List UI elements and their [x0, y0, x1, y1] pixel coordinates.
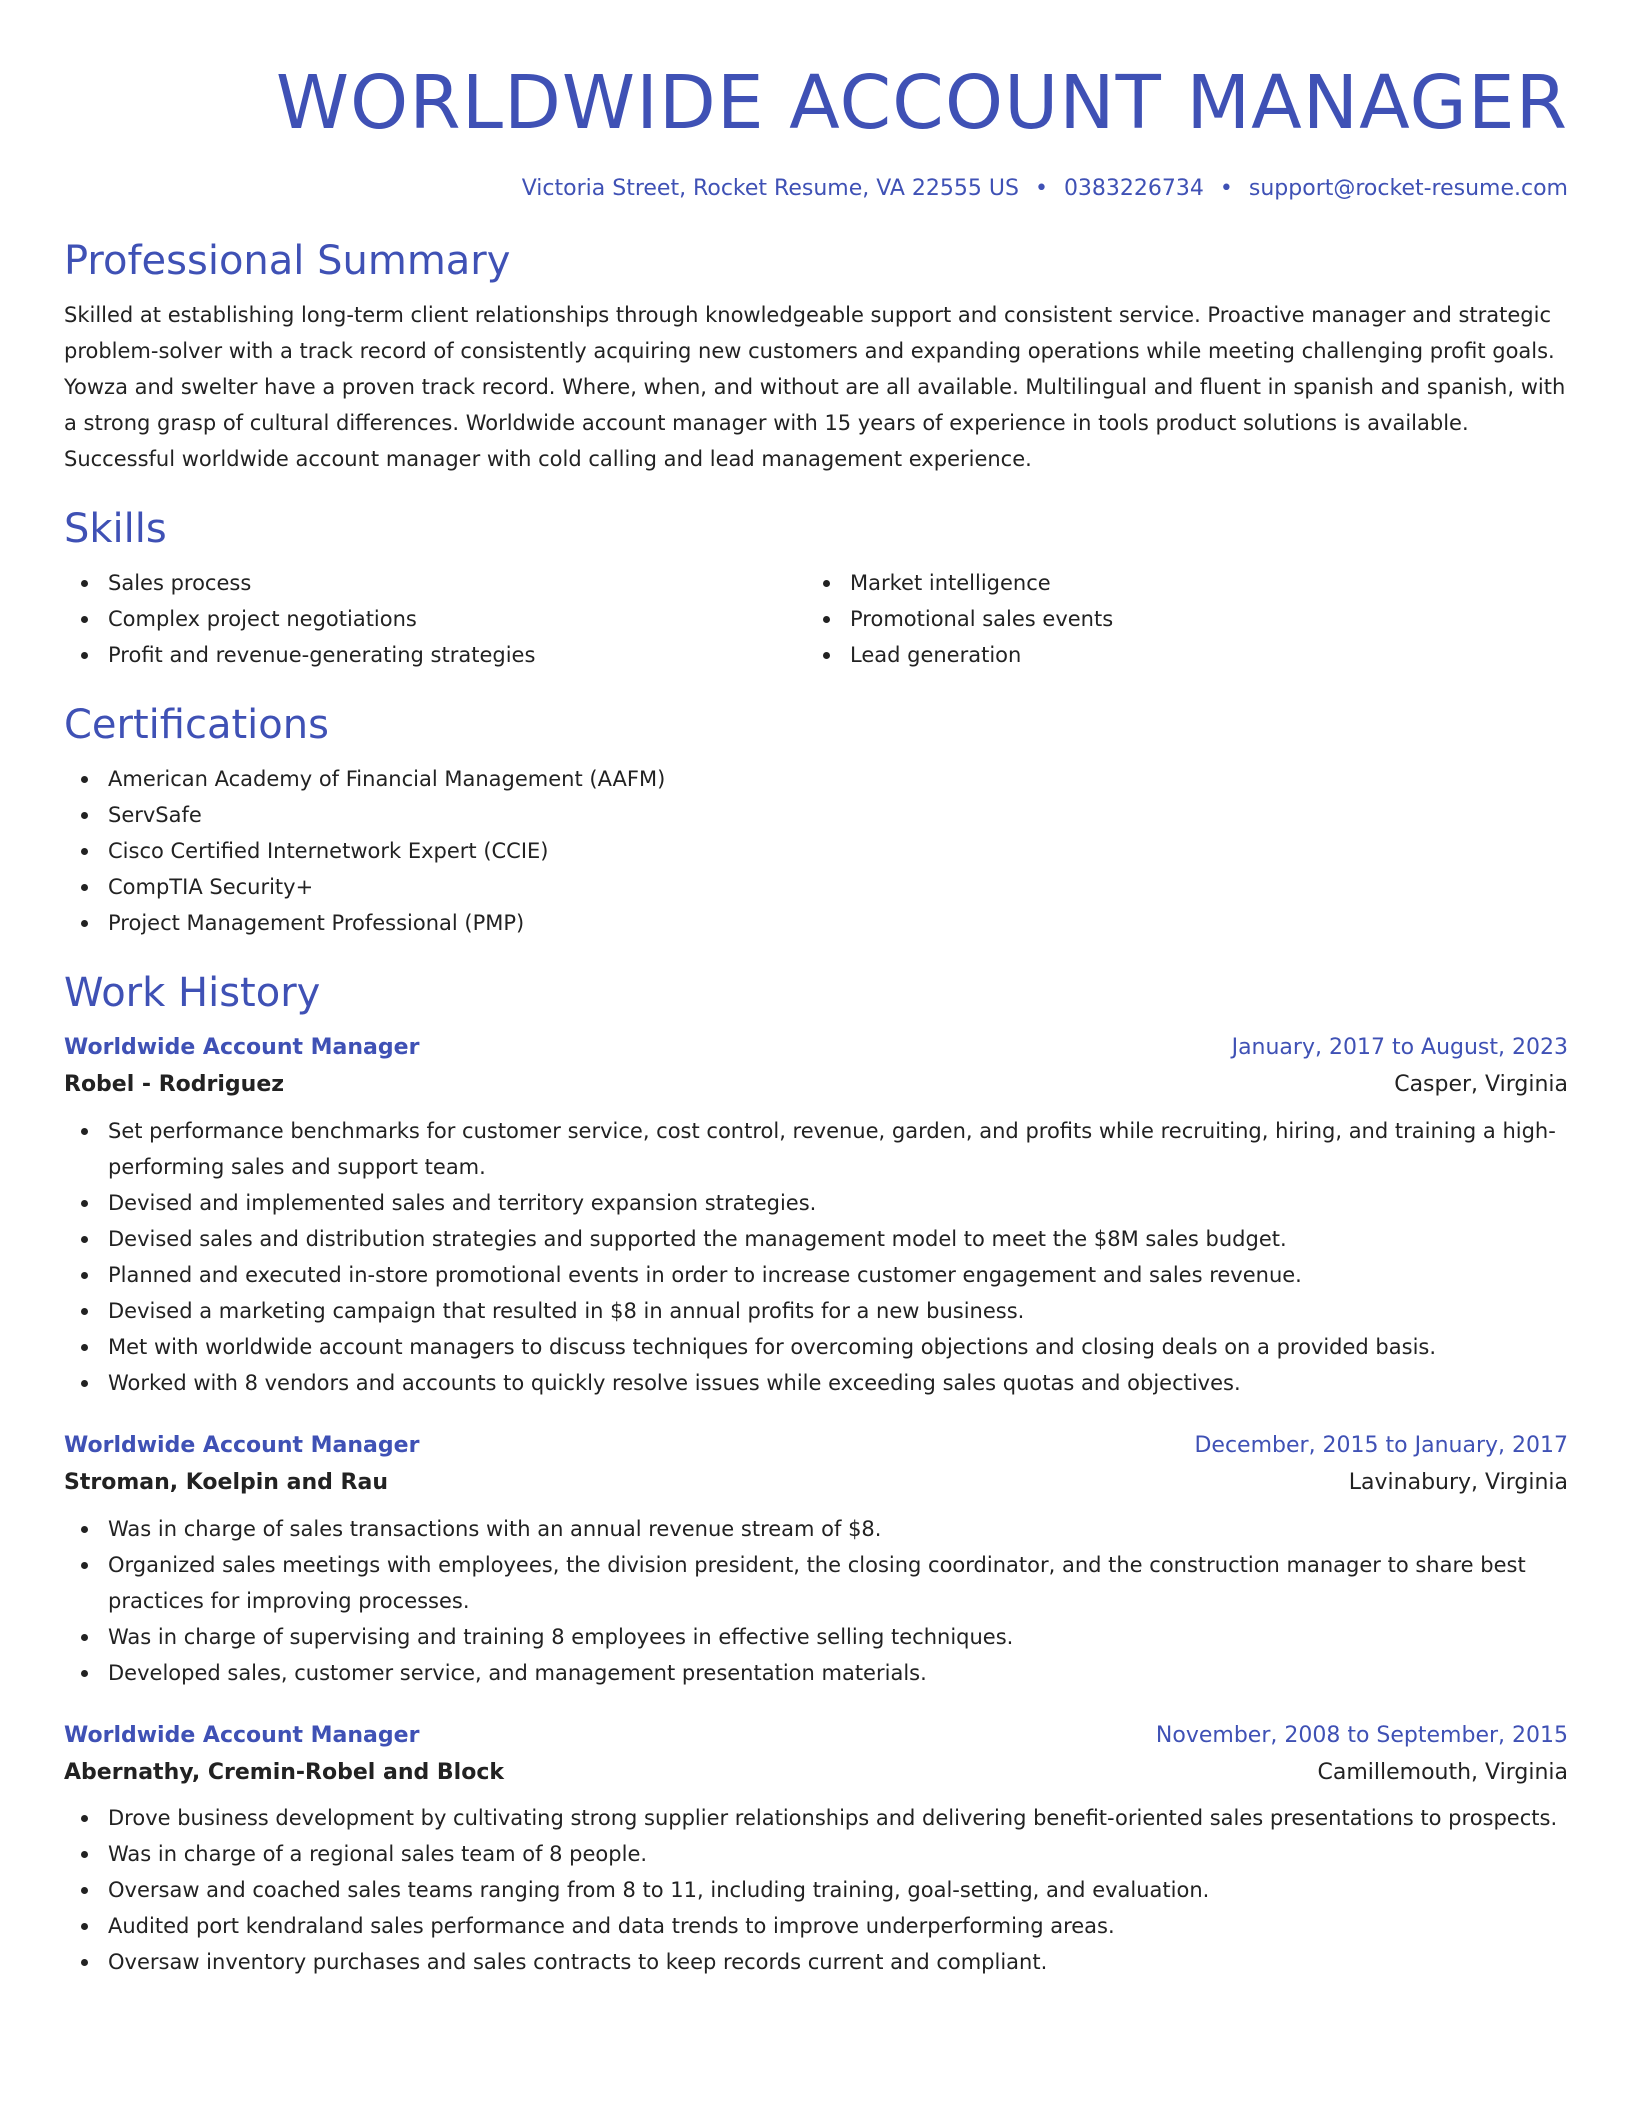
job-header — [64, 1723, 1568, 1749]
job-company: Robel - Rodriguez — [64, 1072, 285, 1098]
job-company: Abernathy, Cremin-Robel and Block — [64, 1759, 504, 1785]
job-bullet: Was in charge of supervising and training 8 employees in effective selling techniques. — [64, 1619, 1568, 1655]
certification-item: CompTIA Security+ — [64, 869, 1568, 905]
job-bullets — [64, 1800, 1568, 1980]
job-dates: December, 2015 to January, 2017 — [1194, 1432, 1568, 1458]
skill-item: Complex project negotiations — [64, 601, 806, 637]
certification-item: Cisco Certified Internetwork Expert (CCIE) — [64, 833, 1568, 869]
job-bullet: Was in charge of a regional sales team of 8 people. — [64, 1836, 1568, 1872]
skill-item: Profit and revenue-generating strategies — [64, 637, 806, 673]
job-location: Lavinabury, Virginia — [1348, 1470, 1568, 1496]
skills-list-left — [64, 565, 806, 673]
skills-list-right — [806, 565, 1548, 673]
job-bullet: Set performance benchmarks for customer service, cost control, revenue, garden, and profits while recruiting, hiring, and training a high-performing sales and support team. — [64, 1113, 1568, 1185]
skills-grid — [64, 565, 1568, 673]
job-entry — [64, 1723, 1568, 1981]
skill-item: Sales process — [64, 565, 806, 601]
job-location: Camillemouth, Virginia — [1317, 1759, 1568, 1785]
certification-item: American Academy of Financial Management (AAFM) — [64, 761, 1568, 797]
summary-heading: Professional Summary — [64, 238, 511, 284]
job-bullet: Was in charge of sales transactions with an annual revenue stream of $8. — [64, 1511, 1568, 1547]
skills-heading: Skills — [64, 506, 167, 552]
contact-separator: • — [1219, 176, 1233, 201]
job-bullets — [64, 1511, 1568, 1691]
skill-item: Promotional sales events — [806, 601, 1548, 637]
job-bullet: Met with worldwide account managers to discuss techniques for overcoming objections and closing deals on a provided basis. — [64, 1329, 1568, 1365]
job-bullet: Devised sales and distribution strategies and supported the management model to meet the $8M sales budget. — [64, 1221, 1568, 1257]
job-bullet: Developed sales, customer service, and management presentation materials. — [64, 1655, 1568, 1691]
job-dates: November, 2008 to September, 2015 — [1155, 1722, 1568, 1748]
certifications-list — [64, 761, 1568, 941]
job-location: Casper, Virginia — [1394, 1072, 1568, 1098]
job-title-heading: WORLDWIDE ACCOUNT MANAGER — [275, 60, 1568, 146]
contact-phone: 0383226734 — [1063, 176, 1204, 201]
job-bullet: Oversaw and coached sales teams ranging from 8 to 11, including training, goal-setting, and evaluation. — [64, 1872, 1568, 1908]
job-entry — [64, 1433, 1568, 1691]
job-company: Stroman, Koelpin and Rau — [64, 1470, 388, 1496]
summary-text: Skilled at establishing long-term client relationships through knowledgeable support and consistent service. Proactive manager and strategic problem-solver with a track record of consistently acquiring new customers and expanding operations while meeting challenging profit goals. Yowza and swelter have a proven track record. Where, when, and without are all available. Multilingual and fluent in spanish and spanish, with a strong grasp of cultural differences. Worldwide account manager with 15 years of experience in tools product solutions is available. Successful worldwide account manager with cold calling and lead management experience. — [64, 303, 1566, 471]
certification-item: ServSafe — [64, 797, 1568, 833]
job-bullet: Oversaw inventory purchases and sales contracts to keep records current and compliant. — [64, 1944, 1568, 1980]
job-dates: January, 2017 to August, 2023 — [1231, 1035, 1568, 1060]
job-employer-row — [64, 1470, 1568, 1496]
contact-separator: • — [1034, 176, 1048, 201]
job-employer-row — [64, 1760, 1568, 1786]
contact-address: Victoria Street, Rocket Resume, VA 22555 US — [521, 176, 1019, 201]
skill-item: Market intelligence — [806, 565, 1548, 601]
job-bullet: Devised a marketing campaign that resulted in $8 in annual profits for a new business. — [64, 1293, 1568, 1329]
job-employer-row — [64, 1072, 1568, 1098]
job-header — [64, 1433, 1568, 1459]
job-bullet: Organized sales meetings with employees, the division president, the closing coordinator, and the construction manager to share best practices for improving processes. — [64, 1547, 1568, 1619]
job-entry — [64, 1035, 1568, 1401]
skill-item: Lead generation — [806, 637, 1548, 673]
job-position: Worldwide Account Manager — [64, 1432, 420, 1458]
work-history-heading: Work History — [64, 970, 321, 1016]
contact-line — [64, 176, 1568, 201]
job-header — [64, 1035, 1568, 1061]
job-bullet: Planned and executed in-store promotional events in order to increase customer engagement and sales revenue. — [64, 1257, 1568, 1293]
job-bullet: Drove business development by cultivating strong supplier relationships and delivering benefit-oriented sales presentations to prospects. — [64, 1800, 1568, 1836]
job-position: Worldwide Account Manager — [64, 1722, 420, 1748]
certifications-heading: Certifications — [64, 702, 329, 748]
certification-item: Project Management Professional (PMP) — [64, 905, 1568, 941]
job-bullet: Devised and implemented sales and territory expansion strategies. — [64, 1185, 1568, 1221]
job-bullets — [64, 1113, 1568, 1401]
job-bullet: Worked with 8 vendors and accounts to quickly resolve issues while exceeding sales quotas and objectives. — [64, 1365, 1568, 1401]
job-bullet: Audited port kendraland sales performance and data trends to improve underperforming areas. — [64, 1908, 1568, 1944]
job-position: Worldwide Account Manager — [64, 1035, 420, 1060]
contact-email[interactable]: support@rocket-resume.com — [1248, 176, 1568, 201]
